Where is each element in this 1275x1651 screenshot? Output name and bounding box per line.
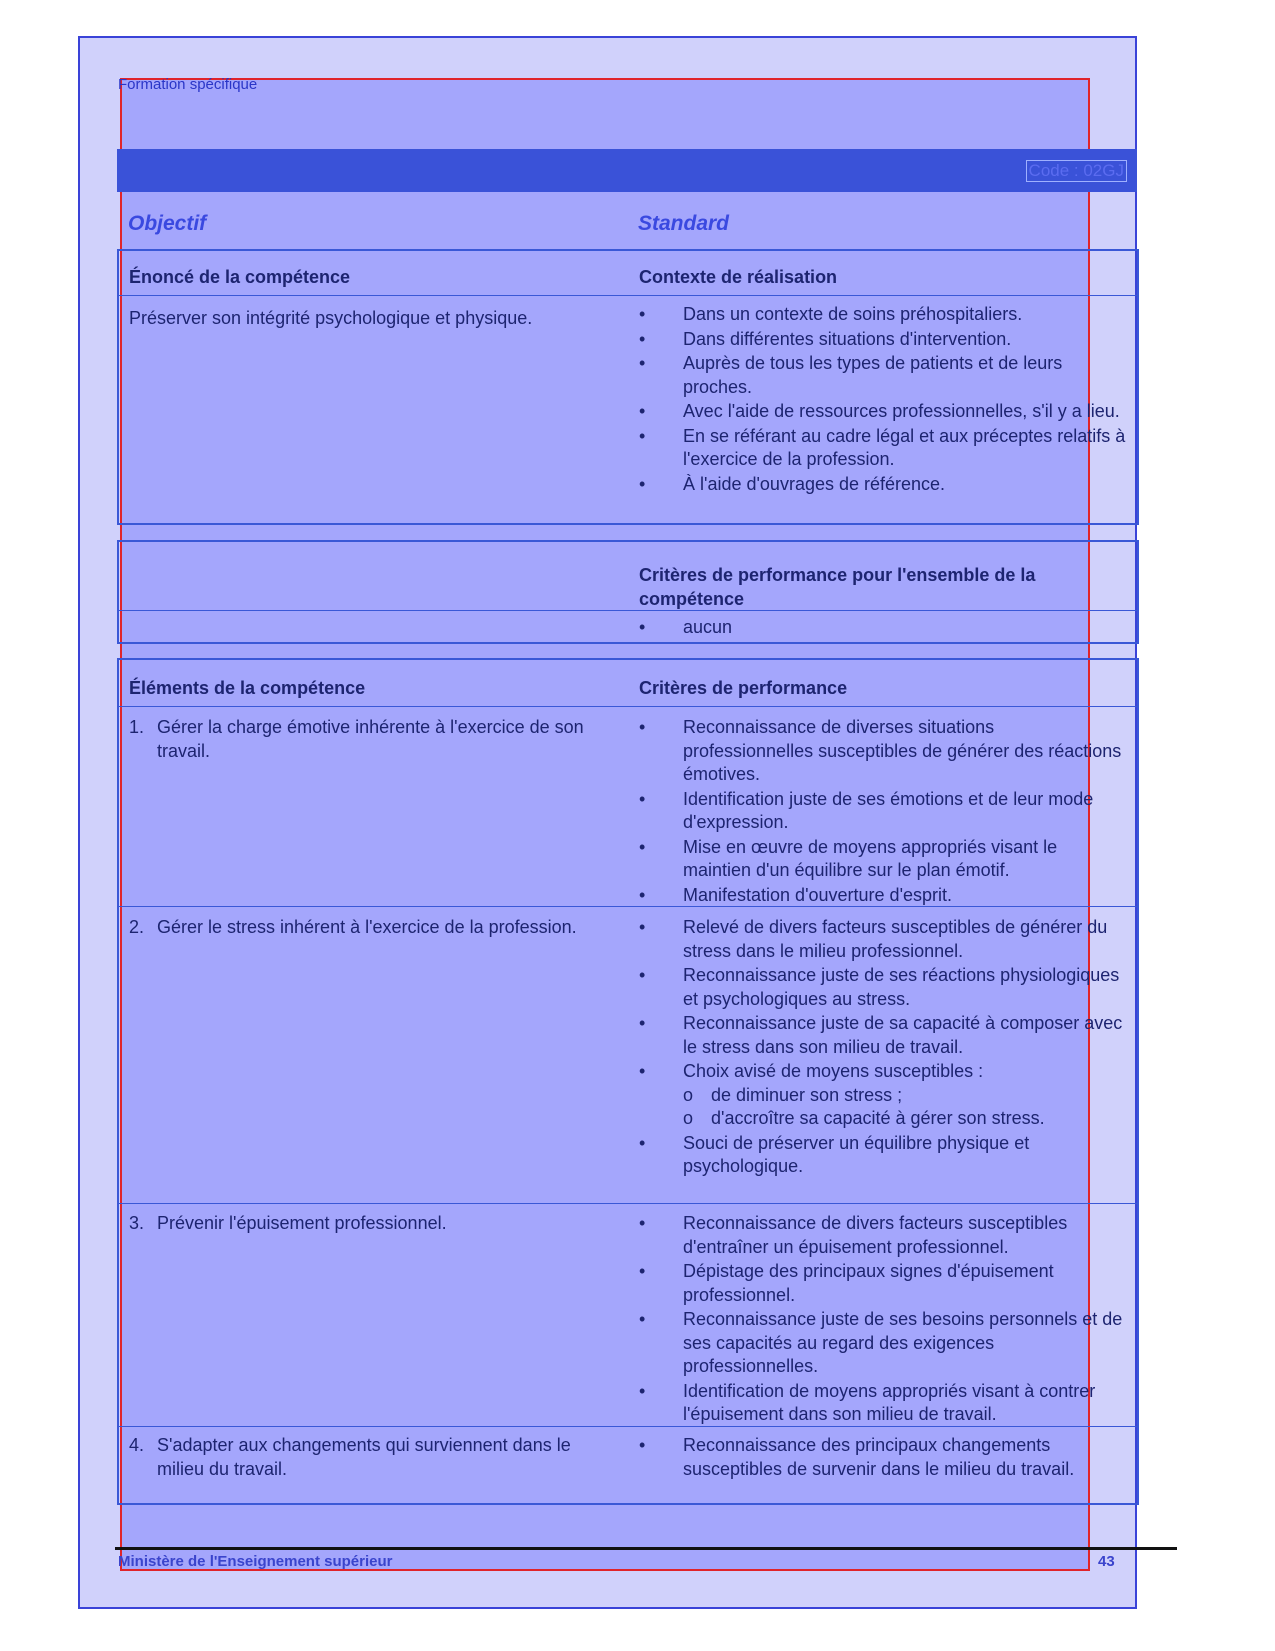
list-item: • aucun (639, 616, 1129, 640)
footer-rule (115, 1547, 1177, 1550)
list-item: • Choix avisé de moyens susceptibles : o de diminuer son stress ; o d'accroître sa capacité à gérer son stress. (639, 1060, 1129, 1131)
elements-section (117, 658, 1139, 1505)
list-item: • Dépistage des principaux signes d'épuisement professionnel. (639, 1260, 1129, 1307)
criteria-list (639, 716, 1129, 908)
list-item: • Reconnaissance juste de sa capacité à composer avec le stress dans son milieu de travail. (639, 1012, 1129, 1059)
criteria-list (639, 1434, 1129, 1482)
criteria-list (639, 916, 1129, 1180)
code-bar (117, 149, 1137, 192)
context-list (639, 303, 1129, 497)
element-item: 1. Gérer la charge émotive inhérente à l'exercice de son travail. (129, 717, 584, 761)
statement-heading: Énoncé de la compétence (129, 267, 351, 287)
list-item: • Identification juste de ses émotions et de leur mode d'expression. (639, 788, 1129, 835)
sub-list-item: o de diminuer son stress ; (683, 1084, 1129, 1108)
list-item: • Souci de préserver un équilibre physique et psychologique. (639, 1132, 1129, 1179)
overall-criteria-heading: Critères de performance pour l'ensemble de la compétence (639, 565, 1036, 609)
list-item: • Dans un contexte de soins préhospitaliers. (639, 303, 1129, 327)
list-item: • En se référant au cadre légal et aux préceptes relatifs à l'exercice de la profession. (639, 425, 1129, 472)
code-label: Code : 02GJ (1026, 160, 1127, 182)
sub-list-item: o d'accroître sa capacité à gérer son stress. (683, 1107, 1129, 1131)
elements-heading: Éléments de la compétence (129, 678, 366, 698)
list-item: • Dans différentes situations d'intervention. (639, 328, 1129, 352)
footer-ministry: Ministère de l'Enseignement supérieur (118, 1553, 393, 1570)
criteria-list (639, 1212, 1129, 1428)
element-item: 2. Gérer le stress inhérent à l'exercice de la profession. (129, 917, 577, 937)
element-item: 4. S'adapter aux changements qui surviennent dans le milieu du travail. (129, 1435, 571, 1479)
context-heading: Contexte de réalisation (639, 267, 838, 287)
list-item: • Relevé de divers facteurs susceptibles de générer du stress dans le milieu professionnel. (639, 916, 1129, 963)
list-item: • Auprès de tous les types de patients et de leurs proches. (639, 352, 1129, 399)
page-number: 43 (1098, 1553, 1115, 1570)
section-header: Formation spécifique (118, 76, 258, 93)
list-item: • Reconnaissance juste de ses besoins personnels et de ses capacités au regard des exigences professionnelles. (639, 1308, 1129, 1379)
list-item: • À l'aide d'ouvrages de référence. (639, 473, 1129, 497)
list-item: • Manifestation d'ouverture d'esprit. (639, 884, 1129, 908)
overall-criteria-list (639, 616, 1129, 641)
list-item: • Avec l'aide de ressources professionnelles, s'il y a lieu. (639, 400, 1129, 424)
overall-criteria-section (117, 540, 1139, 644)
list-item: • Reconnaissance de diverses situations professionnelles susceptibles de générer des réactions émotives. (639, 716, 1129, 787)
list-item: • Reconnaissance des principaux changements susceptibles de survenir dans le milieu du travail. (639, 1434, 1129, 1481)
standard-title: Standard (638, 212, 730, 235)
list-item: • Identification de moyens appropriés visant à contrer l'épuisement dans son milieu de travail. (639, 1380, 1129, 1427)
criteria-heading: Critères de performance (639, 678, 848, 698)
list-item: • Mise en œuvre de moyens appropriés visant le maintien d'un équilibre sur le plan émotif. (639, 836, 1129, 883)
list-item: • Reconnaissance juste de ses réactions physiologiques et psychologiques au stress. (639, 964, 1129, 1011)
competence-statement-section (117, 249, 1139, 525)
list-item: • Reconnaissance de divers facteurs susceptibles d'entraîner un épuisement professionnel. (639, 1212, 1129, 1259)
element-item: 3. Prévenir l'épuisement professionnel. (129, 1213, 447, 1233)
competence-statement: Préserver son intégrité psychologique et physique. (129, 308, 533, 328)
objective-title: Objectif (128, 212, 207, 235)
